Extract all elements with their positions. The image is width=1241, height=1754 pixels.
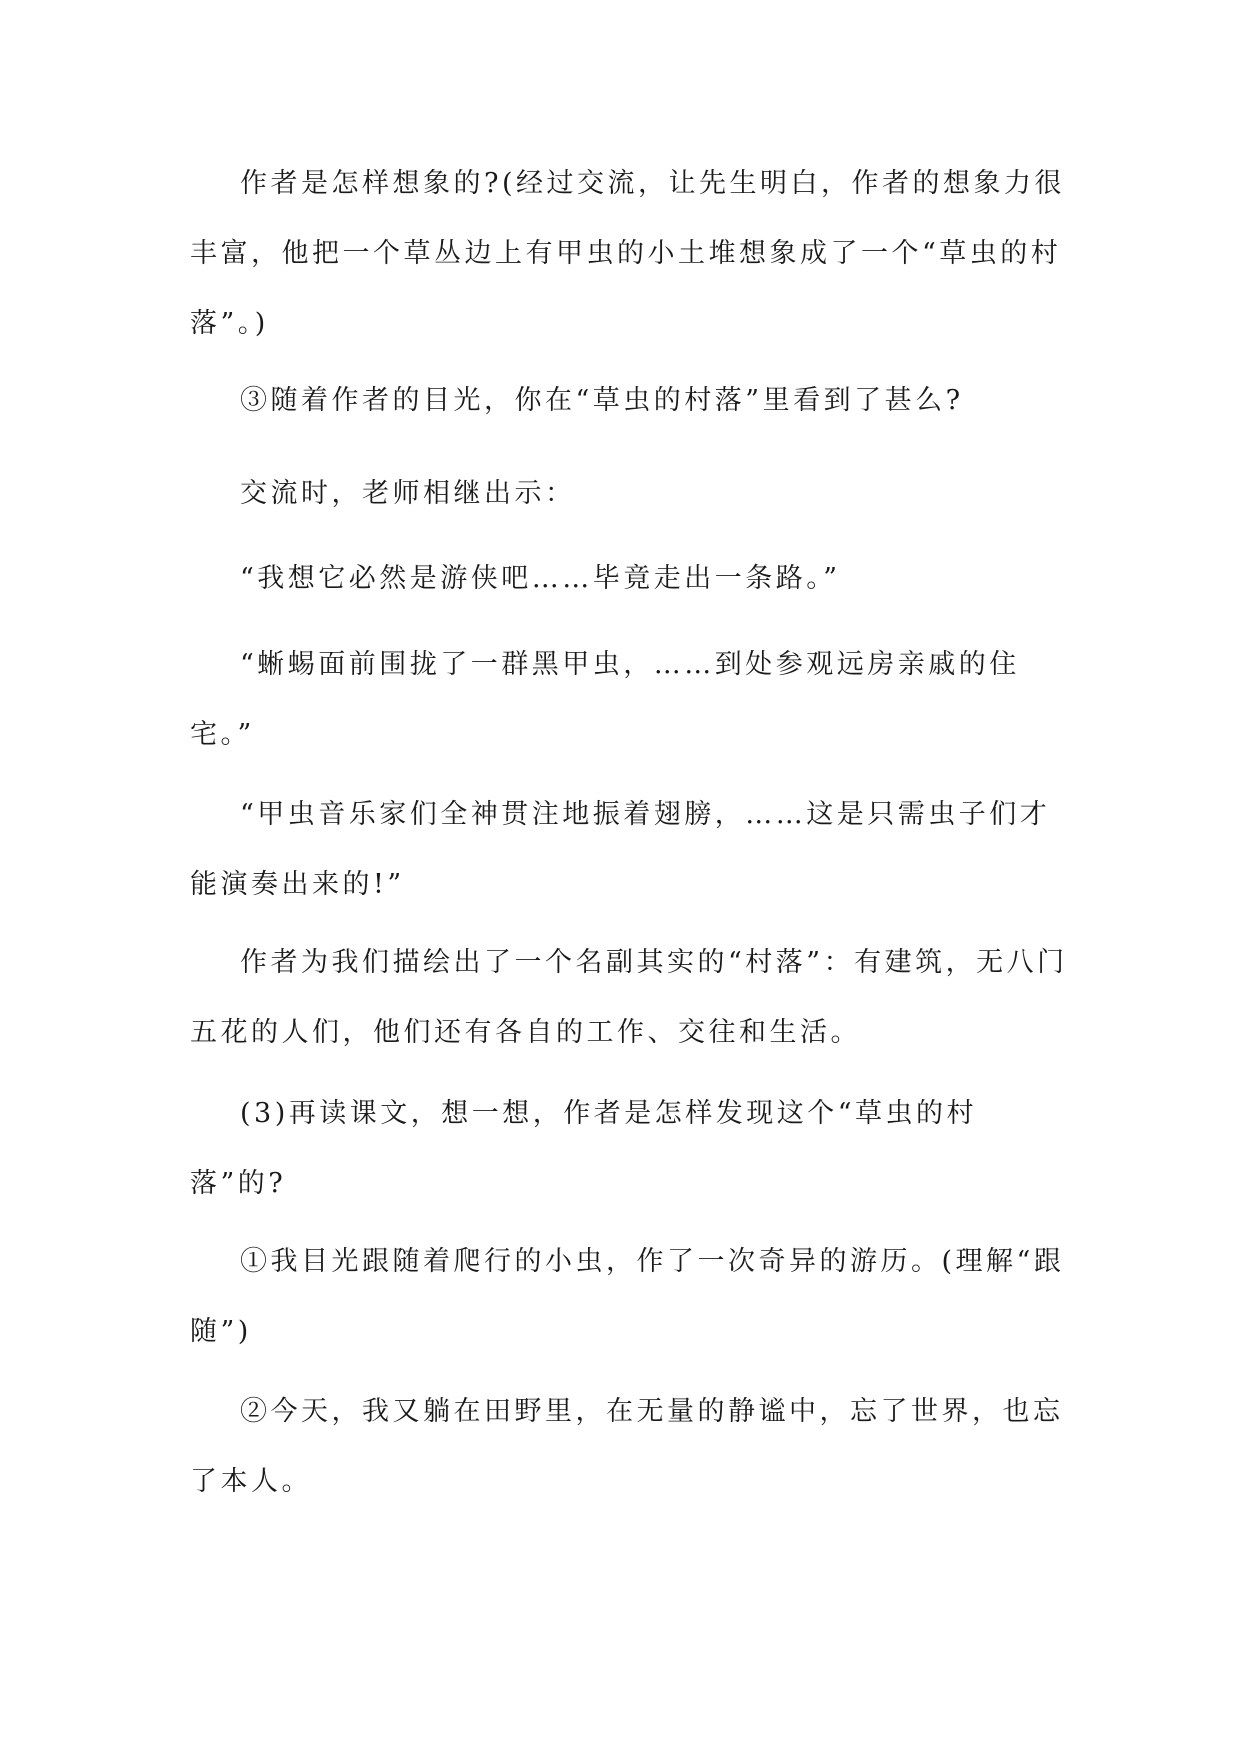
paragraph-quote-musicians: “甲虫音乐家们全神贯注地振着翅膀，……这是只需虫子们才能演奏出来的!”: [190, 799, 1051, 900]
paragraph-point-2: ②今天，我又躺在田野里，在无量的静谧中，忘了世界，也忘了本人。: [190, 1396, 1064, 1497]
paragraph-village-summary: 作者为我们描绘出了一个名副其实的“村落”：有建筑，无八门五花的人们，他们还有各自的工作、交往和生活。: [190, 947, 1068, 1048]
paragraph-teacher-shows: 交流时，老师相继出示：: [240, 478, 576, 509]
paragraph-question-3: ③随着作者的目光，你在“草虫的村落”里看到了甚么?: [240, 385, 964, 416]
paragraph-quote-ranger: “我想它必然是游侠吧……毕竟走出一条路。”: [240, 563, 841, 594]
paragraph-reread-question: (3)再读课文，想一想，作者是怎样发现这个“草虫的村落”的?: [190, 1098, 978, 1199]
paragraph-point-1: ①我目光跟随着爬行的小虫，作了一次奇异的游历。(理解“跟随”): [190, 1246, 1065, 1347]
paragraph-quote-lizard: “蜥蜴面前围拢了一群黑甲虫，……到处参观远房亲戚的住宅。”: [190, 649, 1020, 750]
paragraph-imagination-question: 作者是怎样想象的?(经过交流，让先生明白，作者的想象力很丰富，他把一个草丛边上有甲虫的小土堆想象成了一个“草虫的村落”。): [190, 168, 1066, 339]
